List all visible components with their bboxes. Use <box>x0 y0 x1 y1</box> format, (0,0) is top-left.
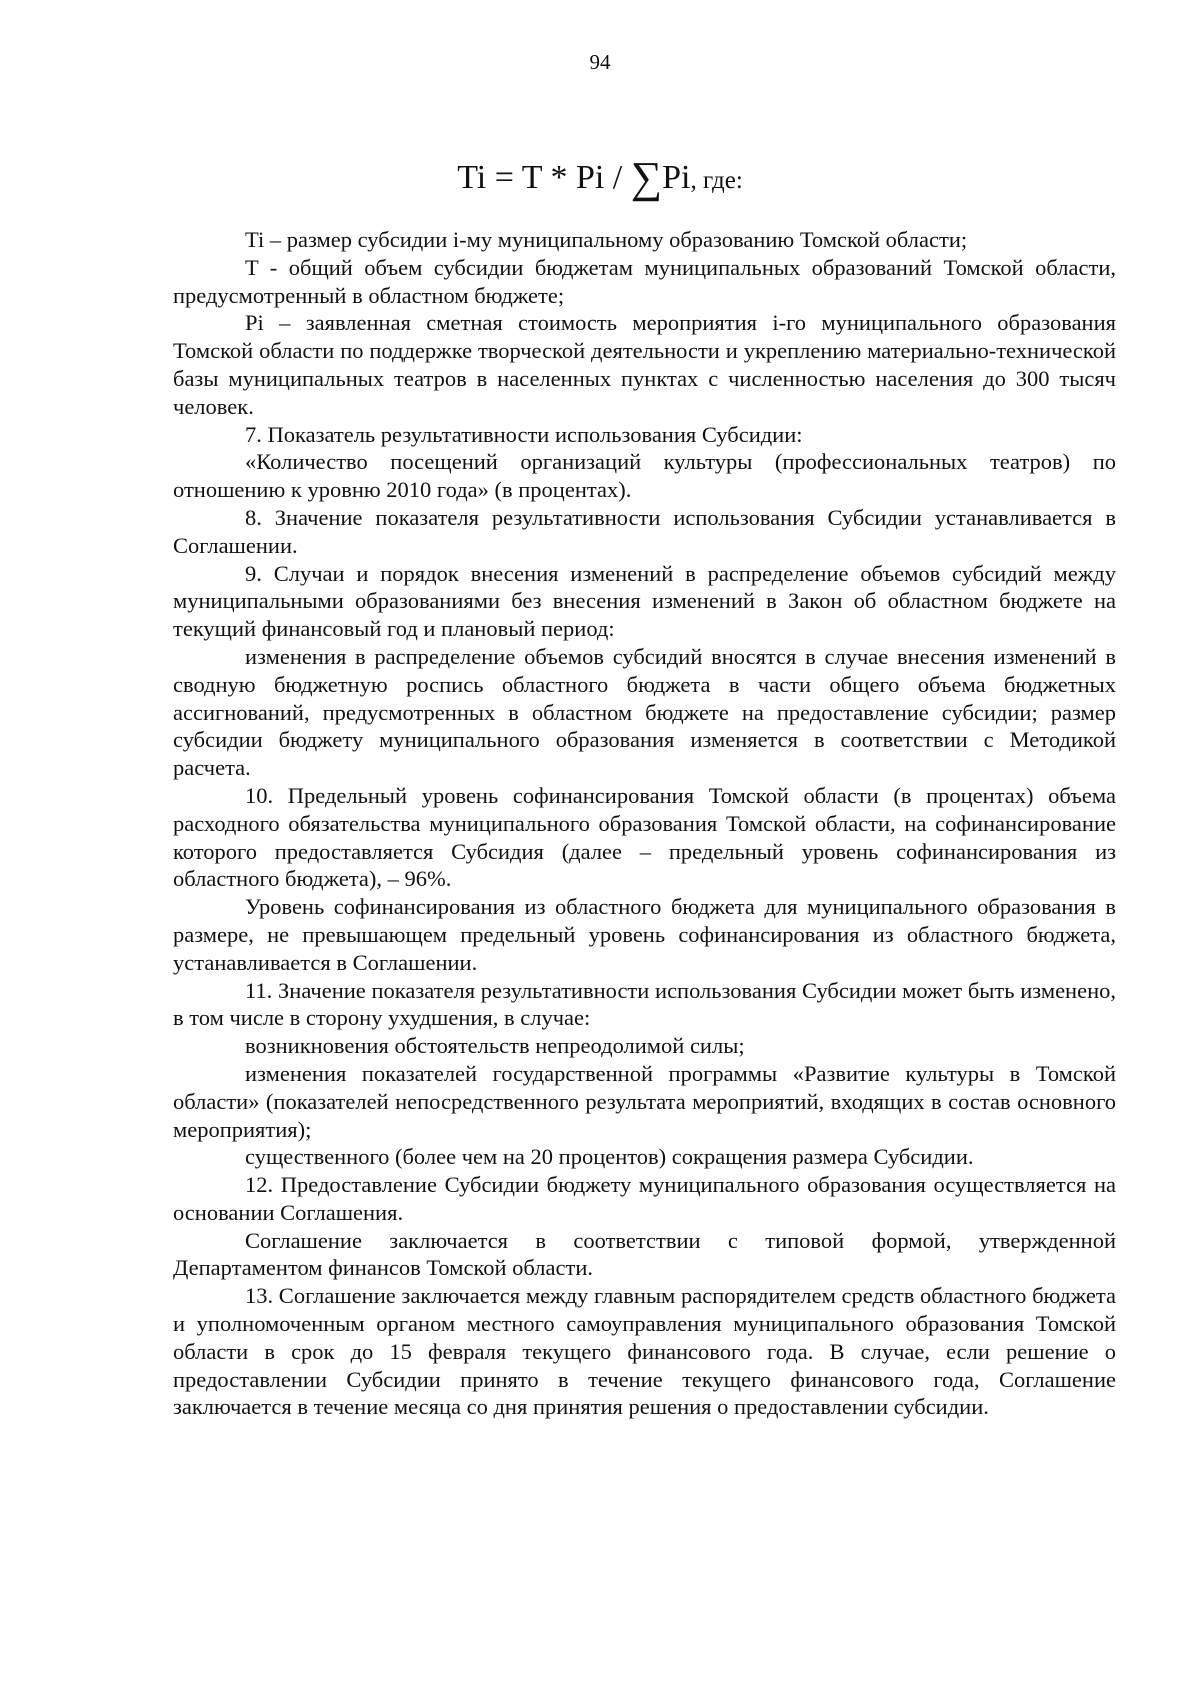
page-number: 94 <box>589 50 611 74</box>
paragraph-force-majeure: возникновения обстоятельств непреодолимой силы; <box>245 1033 745 1059</box>
paragraph-item-10: 10. Предельный уровень софинансирования Томской области (в процентах) объема расходного обязательства муниципального образования Томской области, на софинансирование которого предоставляется Субсидия (далее – предельный уровень софинансирования из областного бюджета), – 96%. <box>173 782 1116 892</box>
formula-suffix: , где: <box>690 167 743 194</box>
paragraph-item-12: 12. Предоставление Субсидии бюджету муниципального образования осуществляется на основании Соглашения. <box>173 1172 1116 1225</box>
paragraph-program-changes: изменения показателей государственной программы «Развитие культуры в Томской области» (показателей непосредственного результата мероприятий, входящих в состав основного мероприятия); <box>173 1060 1116 1142</box>
paragraph-item-11: 11. Значение показателя результативности использования Субсидии может быть изменено, в том числе в сторону ухудшения, в случае: <box>173 977 1116 1031</box>
formula-rhs: Pi <box>662 159 691 196</box>
paragraph-pi-definition: Pi – заявленная сметная стоимость мероприятия i-го муниципального образования Томской области по поддержке творческой деятельности и укреплению материально-технической базы муниципальных театров в населенных пунктах с численностью населения до 300 тысяч человек. <box>173 310 1116 419</box>
paragraph-agreement-form: Соглашение заключается в соответствии с типовой формой, утвержденной Департаментом финансов Томской области. <box>173 1227 1116 1281</box>
document-body <box>173 226 1116 1421</box>
paragraph-item-8: 8. Значение показателя результативности использования Субсидии устанавливается в Соглашении. <box>173 504 1116 558</box>
formula-lhs: Ti = T * Pi / <box>457 159 631 196</box>
paragraph-subsidy-reduction: существенного (более чем на 20 процентов) сокращения размера Субсидии. <box>245 1144 974 1170</box>
formula <box>0 148 1200 202</box>
sigma-symbol: ∑ <box>630 153 663 202</box>
paragraph-indicator-quote: «Количество посещений организаций культуры (профессиональных театров) по отношению к уровню 2010 года» (в процентах). <box>173 449 1116 503</box>
paragraph-cofinancing-level: Уровень софинансирования из областного бюджета для муниципального образования в размере, не превышающем предельный уровень софинансирования из областного бюджета, устанавливается в Соглашении. <box>173 894 1116 975</box>
paragraph-item-9-changes: изменения в распределение объемов субсидий вносятся в случае внесения изменений в сводную бюджетную роспись областного бюджета в части общего объема бюджетных ассигнований, предусмотренных в областном бюджете на предоставление субсидии; размер субсидии бюджету муниципального образования изменяется в соответствии с Методикой расчета. <box>173 643 1116 781</box>
paragraph-item-9: 9. Случаи и порядок внесения изменений в распределение объемов субсидий между муниципальными образованиями без внесения изменений в Закон об областном бюджете на текущий финансовый год и плановый период: <box>173 560 1116 642</box>
paragraph-ti-definition: Ti – размер субсидии i-му муниципальному образованию Томской области; <box>245 227 968 252</box>
paragraph-item-13: 13. Соглашение заключается между главным распорядителем средств областного бюджета и уполномоченным органом местного самоуправления муниципального образования Томской области в срок до 15 февраля текущего финансового года. В случае, если решение о предоставлении Субсидии принято в течение текущего финансового года, Соглашение заключается в течение месяца со дня принятия решения о предоставлении субсидии. <box>173 1283 1116 1420</box>
paragraph-t-definition: T - общий объем субсидии бюджетам муниципальных образований Томской области, предусмотренный в областном бюджете; <box>173 254 1116 308</box>
paragraph-item-7: 7. Показатель результативности использования Субсидии: <box>245 421 803 447</box>
